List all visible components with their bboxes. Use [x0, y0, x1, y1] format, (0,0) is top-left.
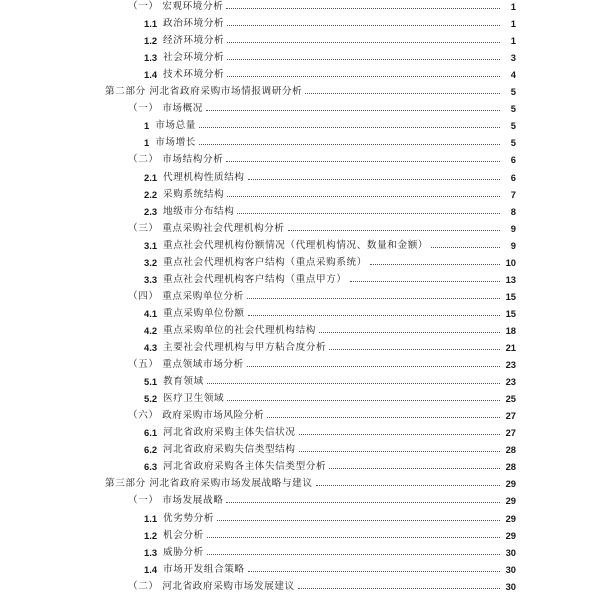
dot-leader	[227, 42, 500, 43]
dot-leader	[237, 213, 500, 214]
toc-entry-title: 河北省政府采购主体失信状况	[163, 427, 296, 439]
toc-entry-sub[interactable]	[144, 46, 516, 63]
toc-entry-sub[interactable]	[144, 438, 516, 455]
dot-leader	[248, 179, 500, 180]
dot-leader	[248, 315, 500, 316]
toc-entry-title: 重点社会代理机构客户结构（重点采购系统）	[163, 256, 367, 268]
dot-leader	[316, 485, 500, 486]
toc-entry-sub[interactable]	[144, 507, 516, 524]
toc-page-number: 25	[505, 393, 516, 405]
dot-leader	[207, 537, 500, 538]
toc-entry-title: 经济环境分析	[163, 35, 225, 47]
dot-leader	[370, 264, 500, 265]
toc-entry-sub[interactable]	[144, 558, 516, 575]
toc-entry-title: 第三部分 河北省政府采购市场发展战略与建议	[105, 478, 313, 490]
toc-page-number: 3	[510, 52, 516, 64]
toc-entry-number: 2.3	[144, 205, 158, 217]
toc-entry-sub[interactable]	[144, 183, 516, 200]
toc-entry-sec[interactable]	[128, 489, 516, 506]
dot-leader	[226, 8, 500, 9]
toc-entry-number: 6.3	[144, 461, 158, 473]
toc-entry-title: 威胁分析	[163, 546, 204, 558]
toc-page-number: 6	[510, 171, 516, 183]
toc-entry-title: （五） 重点领域市场分析	[128, 359, 244, 371]
toc-entry-number: 2.1	[144, 171, 158, 183]
toc-entry-sub[interactable]	[144, 541, 516, 558]
toc-page-number: 13	[505, 273, 516, 285]
toc-page-number: 29	[505, 478, 516, 490]
dot-leader	[226, 161, 500, 162]
toc-entry-title: 代理机构性质结构	[163, 171, 245, 183]
toc-page-number: 30	[505, 563, 516, 575]
toc-entry-sub[interactable]	[144, 370, 516, 387]
toc-entry-title: 重点社会代理机构份额情况（代理机构情况、数量和金额）	[163, 239, 429, 251]
toc-entry-number: 1.4	[144, 563, 158, 575]
toc-entry-sub[interactable]	[144, 12, 516, 29]
dot-leader	[305, 93, 500, 94]
toc-page-number: 5	[510, 137, 516, 149]
dot-leader	[199, 127, 500, 128]
dot-leader	[319, 332, 500, 333]
dot-leader	[247, 366, 500, 367]
toc-page-number: 1	[510, 35, 516, 47]
toc-entry-title: （三） 重点采购社会代理机构分析	[128, 222, 285, 234]
toc-entry-sec[interactable]	[128, 575, 516, 592]
toc-entry-number: 5.2	[144, 393, 158, 405]
dot-leader	[227, 59, 500, 60]
toc-entry-title: 河北省政府采购失信类型结构	[163, 444, 296, 456]
toc-page-number: 29	[505, 512, 516, 524]
dot-leader	[329, 349, 500, 350]
dot-leader	[199, 144, 500, 145]
toc-page-number: 7	[510, 188, 516, 200]
toc-entry-number: 2.2	[144, 188, 158, 200]
toc-entry-sec[interactable]	[128, 148, 516, 165]
toc-entry-sub[interactable]	[144, 387, 516, 404]
toc-page-number: 1	[510, 18, 516, 30]
dot-leader	[431, 247, 500, 248]
toc-page-number: 5	[510, 86, 516, 98]
toc-page-number: 28	[505, 444, 516, 456]
dot-leader	[227, 25, 500, 26]
toc-page-number: 10	[505, 256, 516, 268]
dot-leader	[207, 554, 500, 555]
toc-page-number: 8	[510, 205, 516, 217]
toc-entry-number: 3.1	[144, 239, 158, 251]
toc-entry-title: 医疗卫生领域	[163, 393, 225, 405]
toc-entry-title: 地级市分布结构	[163, 205, 235, 217]
toc-entry-title: （二） 市场结构分析	[128, 154, 224, 166]
toc-page-number: 15	[505, 307, 516, 319]
dot-leader	[299, 434, 500, 435]
toc-page-number: 5	[510, 120, 516, 132]
toc-entry-sub[interactable]	[144, 302, 516, 319]
dot-leader	[217, 520, 500, 521]
dot-leader	[267, 417, 500, 418]
toc-entry-title: （四） 重点采购单位分析	[128, 290, 244, 302]
toc-page-number: 27	[505, 427, 516, 439]
toc-entry-title: 重点社会代理机构客户结构（重点甲方）	[163, 273, 347, 285]
toc-entry-sub[interactable]	[144, 166, 516, 183]
dot-leader	[288, 230, 500, 231]
toc-entry-number: 4.3	[144, 342, 158, 353]
toc-page-number: 29	[505, 495, 516, 507]
dot-leader	[227, 196, 500, 197]
toc-entry-number: 1.1	[144, 18, 158, 30]
toc-page-number: 29	[505, 529, 516, 541]
toc-entry-sub[interactable]	[144, 268, 516, 285]
toc-entry-sec[interactable]	[128, 353, 516, 370]
dot-leader	[247, 298, 500, 299]
toc-entry-sec[interactable]	[128, 0, 516, 12]
toc-page-number: 9	[510, 239, 516, 251]
toc-entry-sub[interactable]	[144, 455, 516, 472]
toc-entry-title: 重点采购单位份额	[163, 307, 245, 319]
toc-entry-sub[interactable]	[144, 131, 516, 148]
dot-leader	[226, 502, 500, 503]
toc-entry-number: 1.3	[144, 546, 158, 558]
toc-entry-sub[interactable]	[144, 251, 516, 268]
toc-entry-title: 政治环境分析	[163, 18, 225, 30]
toc-entry-title: （二） 河北省政府采购市场发展建议	[128, 580, 295, 592]
toc-page-number: 27	[505, 410, 516, 422]
toc-entry-sec[interactable]	[128, 97, 516, 114]
toc-entry-sub[interactable]	[144, 336, 516, 353]
toc-entry-title: 社会环境分析	[163, 52, 225, 64]
toc-entry-title: 市场开发组合策略	[163, 563, 245, 575]
toc-page-number: 23	[505, 359, 516, 371]
dot-leader	[298, 588, 500, 589]
toc-entry-sub[interactable]	[144, 524, 516, 541]
toc-entry-title: 优劣势分析	[163, 512, 215, 524]
toc-entry-sub[interactable]	[144, 29, 516, 46]
toc-entry-number: 1	[144, 137, 150, 149]
toc-entry-title: 技术环境分析	[163, 69, 225, 81]
toc-entry-title: （一） 市场发展战略	[128, 495, 224, 507]
toc-page-number: 28	[505, 461, 516, 473]
toc-entry-number: 1.4	[144, 69, 158, 81]
toc-entry-number: 1.2	[144, 529, 158, 541]
toc-entry-number: 5.1	[144, 376, 158, 388]
dot-leader	[350, 281, 500, 282]
toc-entry-sub[interactable]	[144, 319, 516, 336]
toc-entry-sub[interactable]	[144, 63, 516, 80]
toc-entry-number: 1.2	[144, 35, 158, 47]
toc-entry-title: 市场增长	[155, 137, 196, 149]
toc-page-number: 30	[505, 580, 516, 592]
toc-page-number: 15	[505, 290, 516, 302]
toc-page-number: 30	[505, 546, 516, 558]
toc-entry-sec[interactable]	[128, 217, 516, 234]
toc-entry-title: （一） 宏观环境分析	[128, 1, 224, 12]
toc-entry-title: 第二部分 河北省政府采购市场情报调研分析	[105, 86, 303, 98]
toc-entry-title: 采购系统结构	[163, 188, 225, 200]
toc-page-number: 1	[510, 1, 516, 12]
toc-entry-part[interactable]	[105, 472, 516, 489]
toc-entry-number: 1.3	[144, 52, 158, 64]
dot-leader	[206, 110, 500, 111]
toc-entry-sub[interactable]	[144, 421, 516, 438]
toc-entry-title: 市场总量	[155, 120, 196, 132]
dot-leader	[299, 451, 500, 452]
toc-entry-number: 6.1	[144, 427, 158, 439]
dot-leader	[329, 468, 500, 469]
toc-entry-number: 3.2	[144, 256, 158, 268]
toc-entry-part[interactable]	[105, 80, 516, 97]
dot-leader	[248, 571, 500, 572]
toc-entry-sec[interactable]	[128, 285, 516, 302]
toc-entry-title: 机会分析	[163, 529, 204, 541]
dot-leader	[207, 383, 500, 384]
toc-entry-title: （六） 政府采购市场风险分析	[128, 410, 265, 422]
toc-entry-sub[interactable]	[144, 114, 516, 131]
toc-entry-title: 重点采购单位的社会代理机构结构	[163, 324, 316, 336]
toc-entry-sub[interactable]	[144, 234, 516, 251]
toc-entry-sub[interactable]	[144, 200, 516, 217]
toc-page-number: 21	[505, 342, 516, 353]
toc-page-number: 4	[510, 69, 516, 81]
toc-entry-title: （一） 市场概况	[128, 103, 204, 115]
toc-entry-number: 6.2	[144, 444, 158, 456]
toc-entry-title: 河北省政府采购各主体失信类型分析	[163, 461, 327, 473]
dot-leader	[227, 76, 500, 77]
toc-entry-number: 3.3	[144, 273, 158, 285]
toc-entry-number: 1.1	[144, 512, 158, 524]
toc-entry-sec[interactable]	[128, 404, 516, 421]
toc-entry-title: 教育领域	[163, 376, 204, 388]
toc-entry-number: 1	[144, 120, 150, 132]
toc-page-number: 23	[505, 376, 516, 388]
toc-page-number: 18	[505, 324, 516, 336]
toc-entry-title: 主要社会代理机构与甲方粘合度分析	[163, 342, 327, 353]
toc-page-number: 6	[510, 154, 516, 166]
toc-page-number: 5	[510, 103, 516, 115]
toc-entry-number: 4.1	[144, 307, 158, 319]
toc-page-number: 9	[510, 222, 516, 234]
toc-entry-number: 4.2	[144, 324, 158, 336]
dot-leader	[227, 400, 500, 401]
